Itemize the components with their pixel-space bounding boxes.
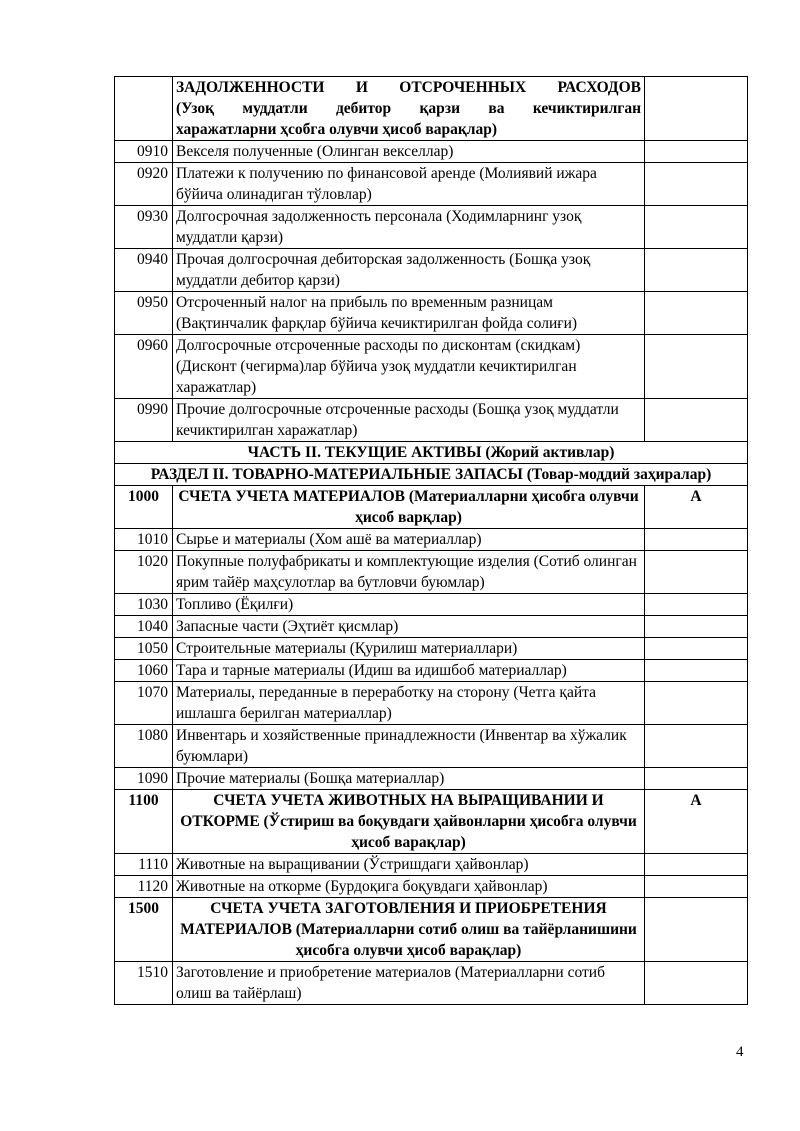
account-row [115, 682, 748, 725]
account-name: Животные на откорме (Бурдоқига боқувдаги ҳайвонлар) [173, 876, 645, 898]
account-group-row [115, 790, 748, 854]
account-name: Строительные материалы (Қурилиш материаллари) [173, 638, 645, 660]
account-row [115, 638, 748, 660]
account-row [115, 249, 748, 292]
account-code: 1080 [115, 725, 173, 768]
group-code: 1100 [115, 790, 173, 854]
account-code: 0960 [115, 335, 173, 399]
mark-cell [645, 660, 748, 682]
rows-1000 [115, 529, 748, 790]
chart-of-accounts-table [114, 76, 748, 1005]
account-code: 1510 [115, 962, 173, 1005]
heading-line-3: харажатларни ҳсобга олувчи ҳисоб варақлар) [176, 121, 497, 138]
account-code: 0930 [115, 206, 173, 249]
account-row [115, 854, 748, 876]
heading-line-2: (Узоқ муддатли дебитор қарзи ва кечиктирилган [176, 100, 641, 117]
account-code: 0910 [115, 141, 173, 163]
mark-cell [645, 399, 748, 442]
group-name: СЧЕТА УЧЕТА ЗАГОТОВЛЕНИЯ И ПРИОБРЕТЕНИЯ МАТЕРИАЛОВ (Материалларни сотиб олиш ва тайёрланишини ҳисобга олувчи ҳисоб варақлар) [173, 898, 645, 962]
mark-cell [645, 638, 748, 660]
account-row [115, 551, 748, 594]
account-code: 1040 [115, 616, 173, 638]
account-name: Заготовление и приобретение материалов (Материалларни сотиб олиш ва тайёрлаш) [173, 962, 645, 1005]
account-row [115, 399, 748, 442]
rows-1100 [115, 854, 748, 898]
account-row [115, 163, 748, 206]
account-row [115, 206, 748, 249]
account-code: 0950 [115, 292, 173, 335]
account-code: 0990 [115, 399, 173, 442]
mark-cell [645, 141, 748, 163]
account-name: Материалы, переданные в переработку на сторону (Четга қайта ишлашга берилган материаллар) [173, 682, 645, 725]
account-name: Тара и тарные материалы (Идиш ва идишбоб материаллар) [173, 660, 645, 682]
account-name: Прочие долгосрочные отсроченные расходы (Бошқа узоқ муддатли кечиктирилган харажатлар) [173, 399, 645, 442]
mark-cell [645, 616, 748, 638]
mark-cell [645, 77, 748, 141]
account-row [115, 141, 748, 163]
section-title-row [115, 464, 748, 486]
account-code: 0940 [115, 249, 173, 292]
account-code: 1020 [115, 551, 173, 594]
section-title: РАЗДЕЛ II. ТОВАРНО-МАТЕРИАЛЬНЫЕ ЗАПАСЫ (Товар-моддий заҳиралар) [115, 464, 748, 486]
account-name: Прочие материалы (Бошқа материаллар) [173, 768, 645, 790]
account-row [115, 616, 748, 638]
mark-cell [645, 292, 748, 335]
heading-line-1: ЗАДОЛЖЕННОСТИ И ОТСРОЧЕННЫХ РАСХОДОВ [176, 79, 641, 96]
mark-cell [645, 335, 748, 399]
part-heading: ЧАСТЬ II. ТЕКУЩИЕ АКТИВЫ (Жорий активлар) [115, 442, 748, 464]
account-name: Инвентарь и хозяйственные принадлежности (Инвентар ва хўжалик буюмлари) [173, 725, 645, 768]
account-row [115, 876, 748, 898]
mark-cell [645, 551, 748, 594]
mark-cell [645, 962, 748, 1005]
account-name: Сырье и материалы (Хом ашё ва материаллар) [173, 529, 645, 551]
rows-1500 [115, 962, 748, 1005]
account-code: 1060 [115, 660, 173, 682]
account-name: Прочая долгосрочная дебиторская задолженность (Бошқа узоқ муддатли дебитор қарзи) [173, 249, 645, 292]
account-name: Отсроченный налог на прибыль по временным разницам (Вақтинчалик фарқлар бўйича кечиктирилган фойда солиғи) [173, 292, 645, 335]
account-name: Покупные полуфабрикаты и комплектующие изделия (Сотиб олинган ярим тайёр маҳсулотлар ва бутловчи буюмлар) [173, 551, 645, 594]
account-row [115, 660, 748, 682]
mark-cell [645, 594, 748, 616]
group-name: СЧЕТА УЧЕТА МАТЕРИАЛОВ (Материалларни ҳисобга олувчи ҳисоб варқлар) [173, 486, 645, 529]
group-code: 1000 [115, 486, 173, 529]
account-code: 1050 [115, 638, 173, 660]
group-mark: А [645, 790, 748, 854]
code-cell [115, 77, 173, 141]
account-name: Векселя полученные (Олинган векселлар) [173, 141, 645, 163]
account-row [115, 335, 748, 399]
part-heading-row [115, 442, 748, 464]
account-name: Запасные части (Эҳтиёт қисмлар) [173, 616, 645, 638]
group-name: СЧЕТА УЧЕТА ЖИВОТНЫХ НА ВЫРАЩИВАНИИ И ОТКОРМЕ (Ўстириш ва боқувдаги ҳайвонларни ҳисобга олувчи ҳисоб варақлар) [173, 790, 645, 854]
account-code: 1030 [115, 594, 173, 616]
account-name: Долгосрочные отсроченные расходы по дисконтам (скидкам) (Дисконт (чегирма)лар бўйича узоқ муддатли кечиктирилган харажатлар) [173, 335, 645, 399]
group-mark [645, 898, 748, 962]
account-code: 1120 [115, 876, 173, 898]
account-row [115, 529, 748, 551]
account-name: Топливо (Ёқилғи) [173, 594, 645, 616]
mark-cell [645, 725, 748, 768]
account-row [115, 292, 748, 335]
account-code: 1070 [115, 682, 173, 725]
account-row [115, 768, 748, 790]
section-heading-row [115, 77, 748, 141]
mark-cell [645, 163, 748, 206]
account-row [115, 725, 748, 768]
account-code: 1110 [115, 854, 173, 876]
mark-cell [645, 854, 748, 876]
section-heading [173, 77, 645, 141]
mark-cell [645, 529, 748, 551]
mark-cell [645, 206, 748, 249]
account-name: Платежи к получению по финансовой аренде (Молиявий ижара бўйича олинадиган тўловлар) [173, 163, 645, 206]
account-group-row [115, 486, 748, 529]
account-code: 1090 [115, 768, 173, 790]
account-name: Долгосрочная задолженность персонала (Ходимларнинг узоқ муддатли қарзи) [173, 206, 645, 249]
account-row [115, 962, 748, 1005]
account-code: 0920 [115, 163, 173, 206]
mark-cell [645, 876, 748, 898]
page-number: 4 [736, 1044, 744, 1060]
group-mark: А [645, 486, 748, 529]
mark-cell [645, 768, 748, 790]
account-row [115, 594, 748, 616]
mark-cell [645, 682, 748, 725]
rows-0900 [115, 141, 748, 442]
account-code: 1010 [115, 529, 173, 551]
group-code: 1500 [115, 898, 173, 962]
account-group-row [115, 898, 748, 962]
mark-cell [645, 249, 748, 292]
account-name: Животные на выращивании (Ўстришдаги ҳайвонлар) [173, 854, 645, 876]
